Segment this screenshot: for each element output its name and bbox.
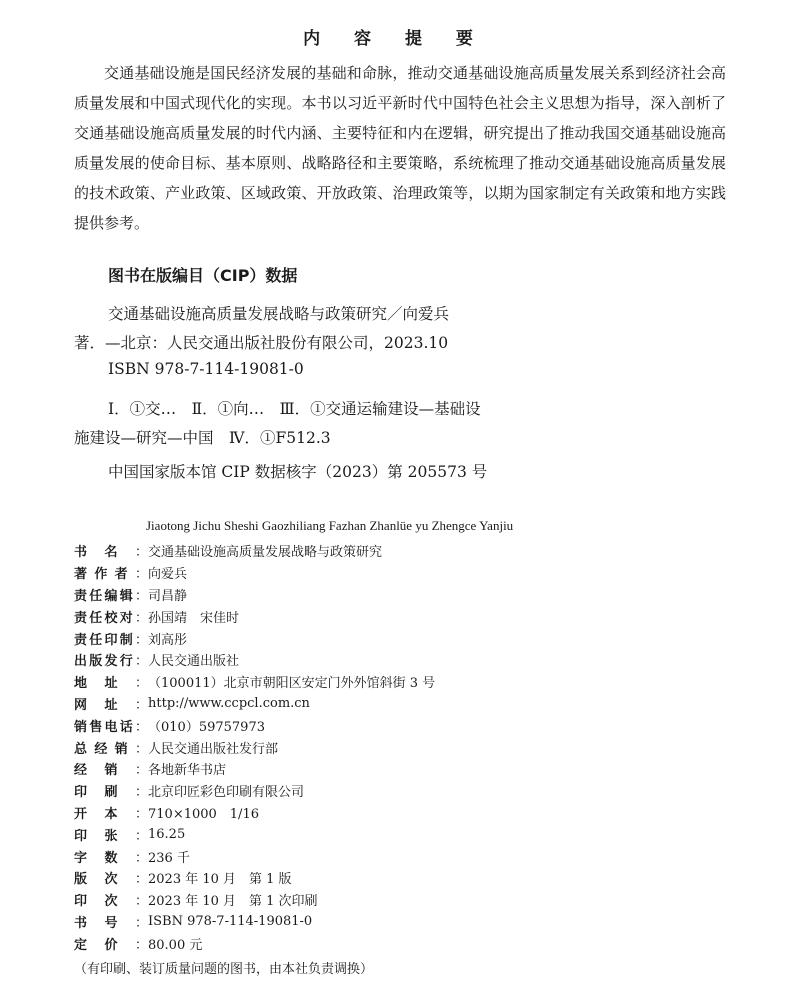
colophon-value: http://www.ccpcl.com.cn (148, 695, 310, 711)
cip-heading: 图书在版编目（CIP）数据 (108, 266, 298, 285)
cip-classification: Ⅰ．①交… Ⅱ．①向… Ⅲ．①交通运输建设—基础设 (108, 400, 481, 418)
colophon-label: 印 刷 ： (74, 785, 148, 801)
colophon-value: 孙国靖 宋佳时 (148, 610, 240, 626)
colophon-row (74, 627, 734, 649)
colophon-label: 著 作 者 ： (74, 567, 148, 583)
colophon-label: 书 名 ： (74, 545, 148, 561)
colophon-label: 地 址 ： (74, 676, 148, 692)
colophon-row (74, 562, 734, 584)
colophon-value: 2023 年 10 月 第 1 次印刷 (148, 894, 318, 910)
colophon-row (74, 714, 734, 736)
colophon-row (74, 932, 734, 954)
colophon-label: 网 址 ： (74, 697, 148, 713)
colophon-row (74, 758, 734, 780)
colophon-label: 责 任 印 制 ： (74, 632, 148, 648)
colophon-value: 80.00 元 (148, 937, 203, 953)
colophon-row (74, 780, 734, 802)
colophon-label: 销 售 电 话 ： (74, 719, 148, 735)
colophon-label: 印 张 ： (74, 828, 148, 844)
cip-classification-cont: 施建设—研究—中国 Ⅳ．①F512.3 (74, 429, 331, 447)
colophon-value: 236 千 (148, 850, 190, 866)
colophon-value: 司昌静 (148, 588, 188, 604)
colophon-value: 人民交通出版社发行部 (148, 741, 279, 757)
colophon-row (74, 845, 734, 867)
colophon-label: 经 销 ： (74, 763, 148, 779)
colophon-row (74, 671, 734, 693)
cip-line: 著．—北京：人民交通出版社股份有限公司，2023.10 (74, 334, 449, 352)
colophon-row (74, 693, 734, 715)
cip-record-number: 中国国家版本馆 CIP 数据核字（2023）第 205573 号 (108, 463, 488, 481)
colophon-label: 印 次 ： (74, 894, 148, 910)
cip-isbn: ISBN 978-7-114-19081-0 (108, 360, 304, 378)
colophon-value: 各地新华书店 (148, 763, 227, 779)
colophon-row (74, 823, 734, 845)
colophon-value: 710×1000 1/16 (148, 806, 259, 822)
colophon-label: 字 数 ： (74, 850, 148, 866)
colophon-label: 出 版 发 行 ： (74, 654, 148, 670)
colophon-value: 16.25 (148, 826, 186, 842)
colophon-row (74, 584, 734, 606)
colophon-table (74, 540, 734, 954)
colophon-label: 总 经 销 ： (74, 741, 148, 757)
colophon-label: 定 价 ： (74, 937, 148, 953)
colophon-value: 刘高彤 (148, 632, 188, 648)
colophon-value: 北京印匠彩色印刷有限公司 (148, 785, 305, 801)
colophon-value: 向爱兵 (148, 567, 188, 583)
colophon-row (74, 867, 734, 889)
summary-text: 交通基础设施是国民经济发展的基础和命脉，推动交通基础设施高质量发展关系到经济社会高质量发展和中国式现代化的实现。本书以习近平新时代中国特色社会主义思想为指导，深入剖析了交通基础设施高质量发展的时代内涵、主要特征和内在逻辑，研究提出了推动我国交通基础设施高质量发展的使命目标、基本原则、战略路径和主要策略，系统梳理了推动交通基础设施高质量发展的技术政策、产业政策、区域政策、开放政策、治理政策等，以期为国家制定有关政策和地方实践提供参考。 (74, 64, 726, 232)
colophon-label: 责 任 校 对 ： (74, 610, 148, 626)
colophon-value: 交通基础设施高质量发展战略与政策研究 (148, 545, 383, 561)
colophon-row (74, 802, 734, 824)
colophon-row (74, 736, 734, 758)
cip-line: 交通基础设施高质量发展战略与政策研究／向爱兵 (108, 305, 450, 323)
pinyin-title: Jiaotong Jichu Sheshi Gaozhiliang Fazhan Zhanlüe yu Zhengce Yanjiu (146, 518, 514, 533)
colophon-row (74, 889, 734, 911)
colophon-value: （010）59757973 (148, 719, 265, 735)
colophon-label: 版 次 ： (74, 872, 148, 888)
colophon-label: 责 任 编 辑 ： (74, 588, 148, 604)
colophon-value: 人民交通出版社 (148, 654, 240, 670)
summary-title: 内 容 提 要 (303, 29, 487, 49)
colophon-value: 2023 年 10 月 第 1 版 (148, 872, 292, 888)
colophon-value: ISBN 978-7-114-19081-0 (148, 913, 313, 929)
colophon-row (74, 605, 734, 627)
quality-note: （有印刷、装订质量问题的图书，由本社负责调换） (74, 962, 374, 977)
colophon-label: 开 本 ： (74, 806, 148, 822)
colophon-label: 书 号 ： (74, 915, 148, 931)
colophon-row (74, 540, 734, 562)
colophon-value: （100011）北京市朝阳区安定门外外馆斜街 3 号 (148, 676, 436, 692)
colophon-row (74, 649, 734, 671)
colophon-row (74, 911, 734, 933)
